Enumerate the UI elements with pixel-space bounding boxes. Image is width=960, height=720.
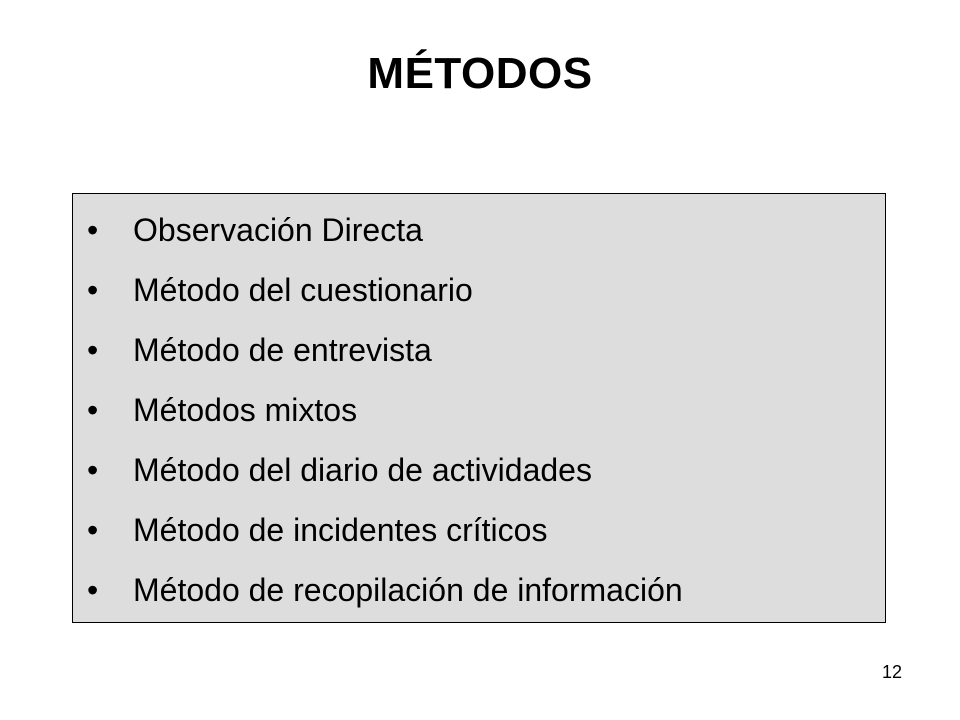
list-item-label: Método del diario de actividades (133, 451, 592, 488)
list-item (73, 500, 885, 560)
list-item-label: Método de recopilación de información (133, 571, 683, 608)
methods-list (73, 200, 885, 620)
list-item-label: Método de entrevista (133, 331, 432, 368)
methods-box (72, 193, 886, 623)
list-item-label: Método de incidentes críticos (133, 511, 548, 548)
list-item (73, 260, 885, 320)
bullet-icon: • (87, 331, 99, 368)
list-item (73, 200, 885, 260)
list-item (73, 560, 885, 620)
bullet-icon: • (87, 391, 99, 428)
list-item-label: Observación Directa (133, 211, 423, 248)
slide-title: MÉTODOS (367, 49, 593, 98)
bullet-icon: • (87, 511, 99, 548)
bullet-icon: • (87, 571, 99, 608)
list-item (73, 380, 885, 440)
list-item (73, 320, 885, 380)
bullet-icon: • (87, 211, 99, 248)
bullet-icon: • (87, 271, 99, 308)
page-number: 12 (881, 662, 902, 682)
bullet-icon: • (87, 451, 99, 488)
list-item-label: Métodos mixtos (133, 391, 358, 428)
list-item (73, 440, 885, 500)
list-item-label: Método del cuestionario (133, 271, 473, 308)
